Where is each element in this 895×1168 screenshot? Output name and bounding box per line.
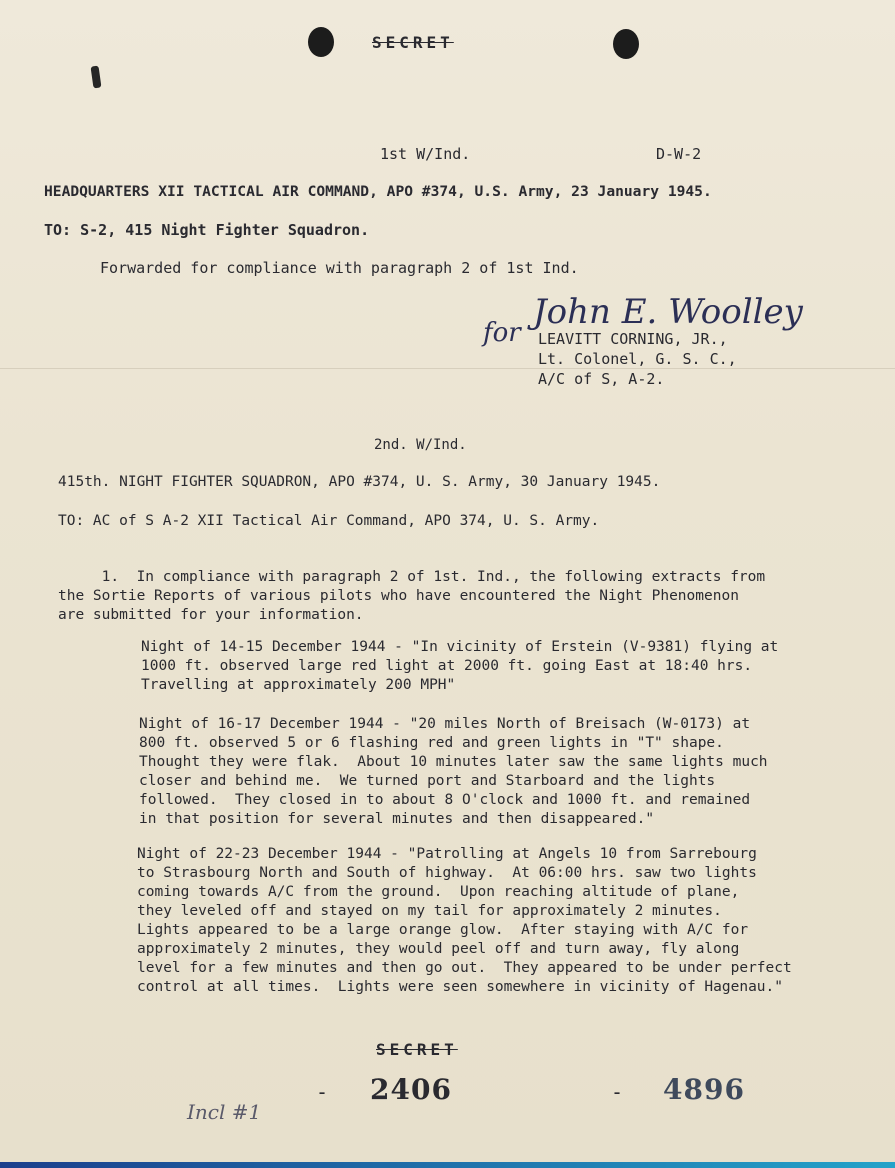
signature-handwritten: John E. Woolley <box>533 292 803 332</box>
first-ind-title: 1st W/Ind. <box>380 145 471 163</box>
intro-paragraph: 1. In compliance with paragraph 2 of 1st. Ind., the following extracts from the Sortie Reports of various pilots who have encountered the Night Phenomenon are submitted for your information. <box>58 569 766 623</box>
handwritten-inclosure: Incl #1 <box>187 1100 262 1124</box>
ink-mark <box>91 66 102 89</box>
page-number: 2406 <box>370 1073 452 1106</box>
punch-hole-left <box>308 27 334 57</box>
report-3: Night of 22-23 December 1944 - "Patrolling at Angels 10 from Sarrebourg to Strasbourg North and South of highway. At 06:00 hrs. saw two lights coming towards A/C from the ground. Upon reaching altitude of plane, they leveled off and stayed on my tail for approximately 2 minutes. Lights appeared to be a large orange glow. After staying with A/C for approximately 2 minutes, they would peel off and turn away, fly along level for a few minutes and then go out. They appeared to be under perfect control at all times. Lights were seen somewhere in vicinity of Hagenau." <box>137 846 792 995</box>
signer-rank: Lt. Colonel, G. S. C., <box>538 350 737 368</box>
report-1: Night of 14-15 December 1944 - "In vicinity of Erstein (V-9381) flying at 1000 ft. observed large red light at 2000 ft. going East at 18:40 hrs. Travelling at approximately 200 MPH" <box>141 639 779 693</box>
report-2: Night of 16-17 December 1944 - "20 miles North of Breisach (W-0173) at 800 ft. observed 5 or 6 flashing red and green lights in "T" shape. Thought they were flak. About 10 minutes later saw the same lights much closer and behind me. We turned port and Starboard and the lights followed. They closed in to about 8 O'clock and 1000 ft. and remained in that position for several minutes and then disappeared." <box>139 716 768 827</box>
scanner-edge <box>0 1162 895 1168</box>
dash-right: - <box>611 1080 624 1104</box>
classification-top: SECRET <box>372 33 454 52</box>
first-ind-body: Forwarded for compliance with paragraph 2 of 1st Ind. <box>100 259 579 277</box>
second-ind-title: 2nd. W/Ind. <box>374 437 467 453</box>
file-reference: D-W-2 <box>656 145 702 163</box>
classification-bottom: SECRET <box>376 1040 458 1059</box>
punch-hole-right <box>613 29 639 59</box>
dash-left: - <box>316 1080 329 1104</box>
stamp-number: 4896 <box>663 1073 745 1106</box>
first-ind-header: HEADQUARTERS XII TACTICAL AIR COMMAND, APO #374, U.S. Army, 23 January 1945. <box>44 183 712 200</box>
signer-name: LEAVITT CORNING, JR., <box>538 330 728 348</box>
signature-for: for <box>483 318 521 348</box>
second-ind-header: 415th. NIGHT FIGHTER SQUADRON, APO #374, U. S. Army, 30 January 1945. <box>58 474 661 490</box>
fold-line <box>0 368 895 369</box>
first-ind-to: TO: S-2, 415 Night Fighter Squadron. <box>44 221 370 239</box>
signer-title: A/C of S, A-2. <box>538 370 665 388</box>
second-ind-to: TO: AC of S A-2 XII Tactical Air Command, APO 374, U. S. Army. <box>58 513 600 529</box>
